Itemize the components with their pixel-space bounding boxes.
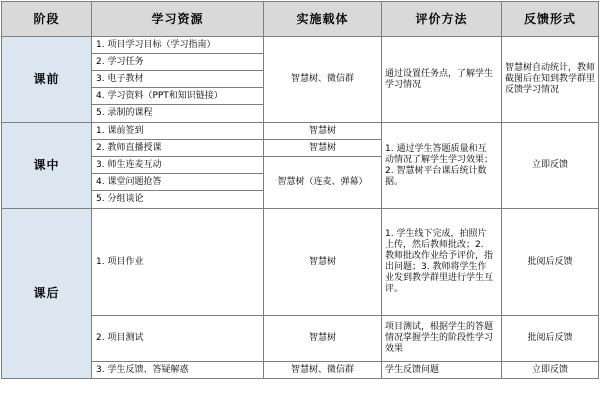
post-feedback-3: 立即反馈 (502, 362, 599, 379)
header-phase: 阶段 (2, 2, 92, 37)
pre-resource-5: 5. 录制的课程 (92, 105, 264, 123)
teaching-plan-table (1, 1, 599, 379)
phase-post: 课后 (2, 209, 92, 379)
in-carrier-3: 智慧树（连麦、弹幕） (264, 157, 382, 209)
table-row (2, 316, 599, 362)
post-evaluation-3: 学生反馈问题 (382, 362, 502, 379)
in-evaluation: 1. 通过学生答题质量和互动情况了解学生学习效果；2. 智慧树平台课后统计数据。 (382, 123, 502, 209)
table-row (2, 123, 599, 140)
pre-resource-1: 1. 项目学习目标（学习指南） (92, 37, 264, 54)
post-resource-3: 3. 学生反馈、答疑解惑 (92, 362, 264, 379)
table-row (2, 37, 599, 54)
pre-evaluation: 通过设置任务点，了解学生学习情况 (382, 37, 502, 123)
post-carrier-3: 智慧树、微信群 (264, 362, 382, 379)
post-resource-1: 1. 项目作业 (92, 209, 264, 316)
table-row (2, 209, 599, 316)
phase-in: 课中 (2, 123, 92, 209)
post-resource-2: 2. 项目测试 (92, 316, 264, 362)
pre-carrier: 智慧树、微信群 (264, 37, 382, 123)
in-feedback: 立即反馈 (502, 123, 599, 209)
in-resource-2: 2. 教师直播授课 (92, 140, 264, 157)
post-evaluation-2: 项目测试，根据学生的答题情况掌握学生的阶段性学习效果 (382, 316, 502, 362)
phase-pre: 课前 (2, 37, 92, 123)
header-row (2, 2, 599, 37)
in-carrier-1: 智慧树 (264, 123, 382, 140)
in-resource-3: 3. 师生连麦互动 (92, 157, 264, 174)
header-resources: 学习资源 (92, 2, 264, 37)
table-row (2, 362, 599, 379)
in-resource-5: 5. 分组谈论 (92, 191, 264, 209)
header-evaluation: 评价方法 (382, 2, 502, 37)
header-feedback: 反馈形式 (502, 2, 599, 37)
pre-feedback: 智慧树自动统计，教师截图后在知到教学群里反馈学习情况 (502, 37, 599, 123)
post-evaluation-1: 1. 学生线下完成，拍照片上传，然后教师批改；2. 教师批改作业给予评价，指出问题；3. 教师将学生作业发到教学群里进行学生互评。 (382, 209, 502, 316)
pre-resource-3: 3. 电子教材 (92, 71, 264, 88)
in-carrier-2: 智慧树 (264, 140, 382, 157)
post-carrier-1: 智慧树 (264, 209, 382, 316)
in-resource-1: 1. 课前签到 (92, 123, 264, 140)
post-carrier-2: 智慧树 (264, 316, 382, 362)
post-feedback-2: 批阅后反馈 (502, 316, 599, 362)
post-feedback-1: 批阅后反馈 (502, 209, 599, 316)
pre-resource-4: 4. 学习资料（PPT和知识链接） (92, 88, 264, 105)
header-carrier: 实施载体 (264, 2, 382, 37)
pre-resource-2: 2. 学习任务 (92, 54, 264, 71)
in-resource-4: 4. 课堂问题抢答 (92, 174, 264, 191)
